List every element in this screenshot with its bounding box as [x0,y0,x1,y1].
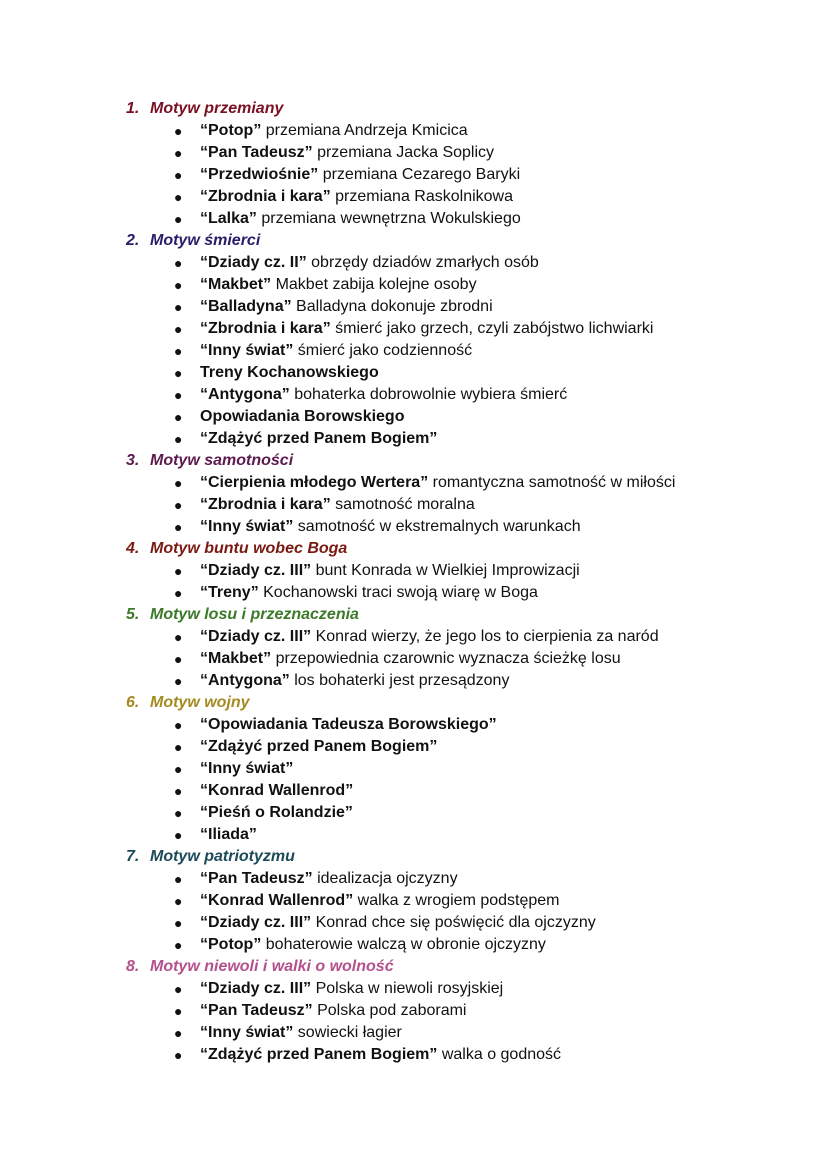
list-item [0,780,828,802]
list-item [0,384,828,406]
item-description: Polska pod zaborami [312,1002,467,1019]
item-text [200,362,379,384]
list-item [0,1044,828,1066]
work-title: “Makbet” [200,650,272,667]
item-description: przemiana wewnętrzna Wokulskiego [256,210,521,227]
work-title: “Konrad Wallenrod” [200,782,354,799]
work-title: “Dziady cz. III” [200,562,312,579]
list-item [0,406,828,428]
list-item [0,1000,828,1022]
item-description: Konrad chce się poświęcić dla ojczyzny [311,914,596,931]
item-description: sowiecki łagier [293,1024,402,1041]
item-description: bohaterka dobrowolnie wybiera śmierć [289,386,568,403]
list-item [0,868,828,890]
work-title: “Makbet” [200,276,272,293]
bullet-icon: ● [174,123,183,139]
list-item [0,186,828,208]
section-number: 1. [126,100,140,117]
bullet-icon: ● [174,1025,183,1041]
work-title: “Dziady cz. III” [200,628,312,645]
section-title: Motyw buntu wobec Boga [150,540,348,557]
section-title: Motyw śmierci [150,232,261,249]
list-item [0,318,828,340]
bullet-icon: ● [174,629,183,645]
bullet-icon: ● [174,563,183,579]
list-item [0,934,828,956]
item-text [200,296,493,318]
bullet-icon: ● [174,497,183,513]
bullet-icon: ● [174,827,183,843]
item-description: przemiana Andrzeja Kmicica [261,122,468,139]
list-item [0,1022,828,1044]
list-item [0,164,828,186]
item-description: przemiana Cezarego Baryki [318,166,521,183]
section-heading [0,604,828,626]
list-item [0,296,828,318]
bullet-icon: ● [174,651,183,667]
work-title: “Dziady cz. II” [200,254,307,271]
item-text [200,934,546,956]
list-item [0,208,828,230]
section-heading [0,692,828,714]
work-title: “Konrad Wallenrod” [200,892,354,909]
list-item [0,494,828,516]
item-text [200,670,509,692]
item-text [200,318,653,340]
work-title: “Inny świat” [200,518,294,535]
section-number: 3. [126,452,140,469]
item-description: Balladyna dokonuje zbrodni [291,298,493,315]
bullet-icon: ● [174,805,183,821]
bullet-icon: ● [174,915,183,931]
bullet-icon: ● [174,761,183,777]
work-title: “Zdążyć przed Panem Bogiem” [200,738,438,755]
section-title: Motyw samotności [150,452,294,469]
bullet-icon: ● [174,871,183,887]
list-item [0,912,828,934]
item-text [200,252,539,274]
list-item [0,142,828,164]
item-text [200,186,513,208]
motifs-list [0,98,828,1066]
list-item [0,340,828,362]
item-description: Polska w niewoli rosyjskiej [311,980,504,997]
item-text [200,142,494,164]
work-title: “Treny” [200,584,259,601]
list-item [0,890,828,912]
section-number: 7. [126,848,140,865]
bullet-icon: ● [174,299,183,315]
item-description: przemiana Jacka Soplicy [312,144,495,161]
section-heading [0,230,828,252]
bullet-icon: ● [174,255,183,271]
item-description: los bohaterki jest przesądzony [289,672,510,689]
bullet-icon: ● [174,519,183,535]
bullet-icon: ● [174,387,183,403]
item-description: Kochanowski traci swoją wiarę w Boga [258,584,538,601]
list-item [0,626,828,648]
item-text [200,1044,561,1066]
item-text [200,208,521,230]
work-title: “Inny świat” [200,760,294,777]
work-title: Treny Kochanowskiego [200,364,379,381]
work-title: “Inny świat” [200,342,294,359]
list-item [0,648,828,670]
item-text [200,274,477,296]
section-heading [0,98,828,120]
item-text [200,516,581,538]
item-text [200,802,353,824]
section-heading [0,846,828,868]
section-title: Motyw patriotyzmu [150,848,295,865]
item-text [200,912,596,934]
list-item [0,758,828,780]
section-number: 8. [126,958,140,975]
list-item [0,516,828,538]
work-title: “Zdążyć przed Panem Bogiem” [200,430,438,447]
list-item [0,428,828,450]
list-item [0,802,828,824]
item-description: romantyczna samotność w miłości [428,474,676,491]
bullet-icon: ● [174,1003,183,1019]
list-item [0,472,828,494]
work-title: “Zbrodnia i kara” [200,188,331,205]
section-title: Motyw wojny [150,694,250,711]
item-description: śmierć jako grzech, czyli zabójstwo lichwiarki [330,320,654,337]
list-item [0,714,828,736]
bullet-icon: ● [174,277,183,293]
item-text [200,648,621,670]
bullet-icon: ● [174,717,183,733]
item-text [200,164,520,186]
item-description: bunt Konrada w Wielkiej Improwizacji [311,562,580,579]
list-item [0,560,828,582]
work-title: “Pan Tadeusz” [200,1002,313,1019]
item-description: samotność moralna [330,496,475,513]
work-title: “Pan Tadeusz” [200,144,313,161]
item-text [200,714,497,736]
bullet-icon: ● [174,981,183,997]
item-text [200,494,475,516]
bullet-icon: ● [174,585,183,601]
list-item [0,252,828,274]
item-text [200,384,567,406]
item-text [200,758,293,780]
bullet-icon: ● [174,783,183,799]
work-title: “Antygona” [200,672,290,689]
item-text [200,868,458,890]
section-title: Motyw losu i przeznaczenia [150,606,359,623]
bullet-icon: ● [174,673,183,689]
list-item [0,824,828,846]
section-number: 5. [126,606,140,623]
bullet-icon: ● [174,431,183,447]
work-title: “Antygona” [200,386,290,403]
item-description: Konrad wierzy, że jego los to cierpienia za naród [311,628,659,645]
work-title: “Lalka” [200,210,257,227]
item-text [200,582,538,604]
work-title: “Pan Tadeusz” [200,870,313,887]
item-text [200,736,437,758]
list-item [0,978,828,1000]
work-title: “Opowiadania Tadeusza Borowskiego” [200,716,497,733]
work-title: “Pieśń o Rolandzie” [200,804,353,821]
item-description: walka o godność [437,1046,562,1063]
work-title: “Balladyna” [200,298,292,315]
bullet-icon: ● [174,937,183,953]
list-item [0,582,828,604]
item-text [200,120,468,142]
bullet-icon: ● [174,409,183,425]
bullet-icon: ● [174,167,183,183]
item-description: przemiana Raskolnikowa [330,188,514,205]
section-title: Motyw niewoli i walki o wolność [150,958,394,975]
bullet-icon: ● [174,893,183,909]
section-heading [0,538,828,560]
list-item [0,670,828,692]
item-text [200,428,437,450]
section-heading [0,450,828,472]
bullet-icon: ● [174,365,183,381]
item-description: samotność w ekstremalnych warunkach [293,518,581,535]
item-text [200,890,560,912]
item-text [200,1000,466,1022]
item-text [200,780,353,802]
list-item [0,274,828,296]
work-title: “Dziady cz. III” [200,980,312,997]
item-text [200,626,659,648]
work-title: “Potop” [200,936,262,953]
item-text [200,472,675,494]
work-title: “Iliada” [200,826,257,843]
item-text [200,978,503,1000]
bullet-icon: ● [174,475,183,491]
bullet-icon: ● [174,211,183,227]
list-item [0,120,828,142]
bullet-icon: ● [174,343,183,359]
section-number: 2. [126,232,140,249]
list-item [0,736,828,758]
work-title: Opowiadania Borowskiego [200,408,405,425]
work-title: “Zdążyć przed Panem Bogiem” [200,1046,438,1063]
work-title: “Inny świat” [200,1024,294,1041]
item-text [200,340,472,362]
item-description: śmierć jako codzienność [293,342,473,359]
bullet-icon: ● [174,189,183,205]
item-description: przepowiednia czarownic wyznacza ścieżkę losu [271,650,621,667]
work-title: “Cierpienia młodego Wertera” [200,474,429,491]
bullet-icon: ● [174,145,183,161]
work-title: “Potop” [200,122,262,139]
item-text [200,824,257,846]
item-text [200,406,404,428]
item-text [200,1022,402,1044]
work-title: “Zbrodnia i kara” [200,496,331,513]
item-description: idealizacja ojczyzny [312,870,458,887]
item-text [200,560,580,582]
item-description: walka z wrogiem podstępem [353,892,560,909]
item-description: Makbet zabija kolejne osoby [271,276,477,293]
bullet-icon: ● [174,1047,183,1063]
section-title: Motyw przemiany [150,100,284,117]
item-description: obrzędy dziadów zmarłych osób [306,254,539,271]
work-title: “Dziady cz. III” [200,914,312,931]
section-heading [0,956,828,978]
list-item [0,362,828,384]
section-number: 6. [126,694,140,711]
item-description: bohaterowie walczą w obronie ojczyzny [261,936,546,953]
bullet-icon: ● [174,321,183,337]
work-title: “Zbrodnia i kara” [200,320,331,337]
bullet-icon: ● [174,739,183,755]
section-number: 4. [126,540,140,557]
work-title: “Przedwiośnie” [200,166,319,183]
